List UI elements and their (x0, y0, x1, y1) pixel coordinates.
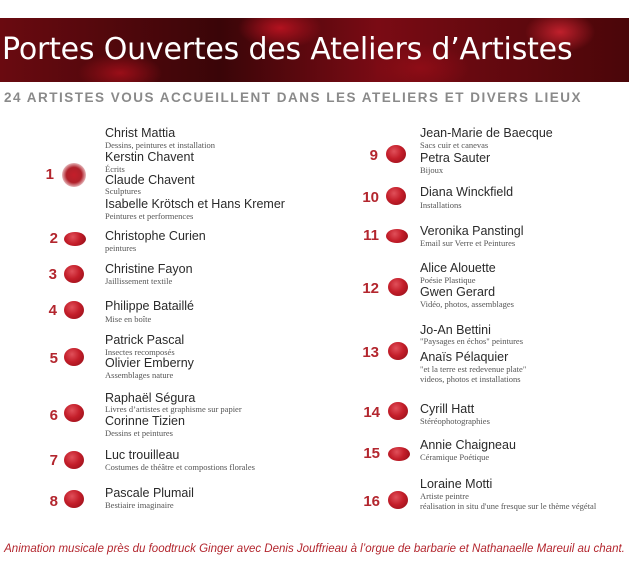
artist-desc: Écrits (105, 164, 125, 174)
stop-marker-icon (388, 491, 408, 509)
stop-marker-icon (64, 265, 84, 283)
stop-number: 3 (48, 266, 57, 283)
artist-desc: "Paysages en échos" peintures (420, 336, 524, 346)
artist-desc: Bijoux (420, 165, 444, 175)
stop-number: 7 (49, 452, 58, 469)
artist-desc: Vidéo, photos, assemblages (420, 299, 514, 309)
stop-marker-icon (386, 229, 408, 243)
stop-number: 12 (362, 280, 379, 297)
artist-desc: Poésie Plastique (420, 275, 476, 285)
artist-name: Loraine Motti (420, 477, 493, 491)
artist-desc: Insectes recomposés (105, 347, 175, 357)
stop-marker-icon (388, 278, 408, 296)
artist-desc: peintures (105, 243, 137, 253)
stop-marker-icon (64, 348, 84, 366)
artist-name: Jean-Marie de Baecque (420, 126, 553, 140)
artist-desc: Dessins, peintures et installation (105, 140, 216, 150)
artist-desc: Mise en boîte (105, 314, 152, 324)
artist-name: Christophe Curien (105, 229, 206, 243)
stop-marker-icon (64, 451, 84, 469)
stop-number: 15 (363, 445, 380, 462)
artist-name: Olivier Emberny (105, 356, 194, 370)
stop-marker-icon (388, 402, 408, 420)
stop-number: 6 (49, 407, 58, 424)
footer-note: Animation musicale près du foodtruck Ginger avec Denis Jouffrieau à l’orgue de barbarie et Nathanaelle Mareuil au chant. (4, 543, 625, 555)
artist-name: Claude Chavent (105, 173, 195, 187)
stop-number: 11 (363, 227, 379, 244)
artist-name: Anaïs Pélaquier (420, 350, 509, 364)
stop-number: 10 (362, 189, 379, 206)
artist-name: Cyrill Hatt (420, 402, 475, 416)
artist-name: Raphaël Ségura (105, 391, 196, 405)
artist-desc: Bestiaire imaginaire (105, 500, 174, 510)
artist-desc: Jaillissement textile (105, 276, 173, 286)
artist-desc: Installations (420, 200, 462, 210)
stop-number: 4 (48, 302, 57, 319)
stop-marker-icon (388, 447, 410, 461)
artist-name: Jo-An Bettini (420, 323, 491, 337)
artist-name: Philippe Bataillé (105, 299, 194, 313)
page-subtitle: 24 ARTISTES VOUS ACCUEILLENT DANS LES ATELIERS ET DIVERS LIEUX (4, 90, 583, 105)
artist-desc: Céramique Poétique (420, 452, 490, 462)
artist-desc: Artiste peintre (420, 491, 469, 501)
artist-desc: Livres d’artistes et graphisme sur papier (105, 404, 242, 414)
artist-desc: Stéréophotographies (420, 416, 490, 426)
stop-number: 16 (363, 493, 380, 510)
artist-name: Diana Winckfield (420, 185, 514, 199)
stop-marker-icon (64, 404, 84, 422)
stop-marker-icon (64, 301, 84, 319)
page-title: Portes Ouvertes des Ateliers d’Artistes (2, 32, 573, 67)
stop-marker-icon (386, 145, 406, 163)
artist-desc: Email sur Verre et Peintures (420, 238, 516, 248)
stop-marker-icon (388, 342, 408, 360)
stop-marker-icon (64, 490, 84, 508)
stop-marker-icon (386, 187, 406, 205)
artist-desc: Sculptures (105, 186, 141, 196)
title-banner (0, 18, 629, 82)
artist-name: Christ Mattia (105, 126, 176, 140)
artist-name: Luc trouilleau (105, 448, 180, 462)
artist-name: Alice Alouette (420, 261, 496, 275)
stop-number: 5 (49, 350, 58, 367)
stop-number: 9 (369, 147, 378, 164)
artist-name: Patrick Pascal (105, 333, 185, 347)
artist-name: Isabelle Krötsch et Hans Kremer (105, 197, 285, 211)
artist-desc: "et la terre est redevenue plate" (420, 364, 527, 374)
artist-desc: videos, photos et installations (420, 374, 521, 384)
stop-marker-icon (62, 163, 86, 187)
artist-name: Pascale Plumail (105, 486, 194, 500)
artist-name: Gwen Gerard (420, 285, 496, 299)
artist-desc: Costumes de théâtre et compostions florales (105, 462, 255, 472)
stop-number: 8 (49, 493, 58, 510)
artist-desc: réalisation in situ d'une fresque sur le thème végétal (420, 501, 597, 511)
artist-name: Christine Fayon (105, 262, 193, 276)
artist-desc: Assemblages nature (105, 370, 174, 380)
stop-number: 13 (362, 344, 379, 361)
artist-desc: Peintures et performences (105, 211, 194, 221)
stop-number: 2 (49, 230, 58, 247)
artist-name: Corinne Tizien (105, 414, 185, 428)
artist-name: Veronika Panstingl (420, 224, 524, 238)
artist-name: Petra Sauter (420, 151, 491, 165)
stop-number: 14 (363, 404, 380, 421)
stop-number: 1 (45, 166, 54, 183)
artist-desc: Sacs cuir et canevas (420, 140, 489, 150)
artist-name: Annie Chaigneau (420, 438, 516, 452)
artist-desc: Dessins et peintures (105, 428, 173, 438)
stop-marker-icon (64, 232, 86, 246)
artist-name: Kerstin Chavent (105, 150, 194, 164)
